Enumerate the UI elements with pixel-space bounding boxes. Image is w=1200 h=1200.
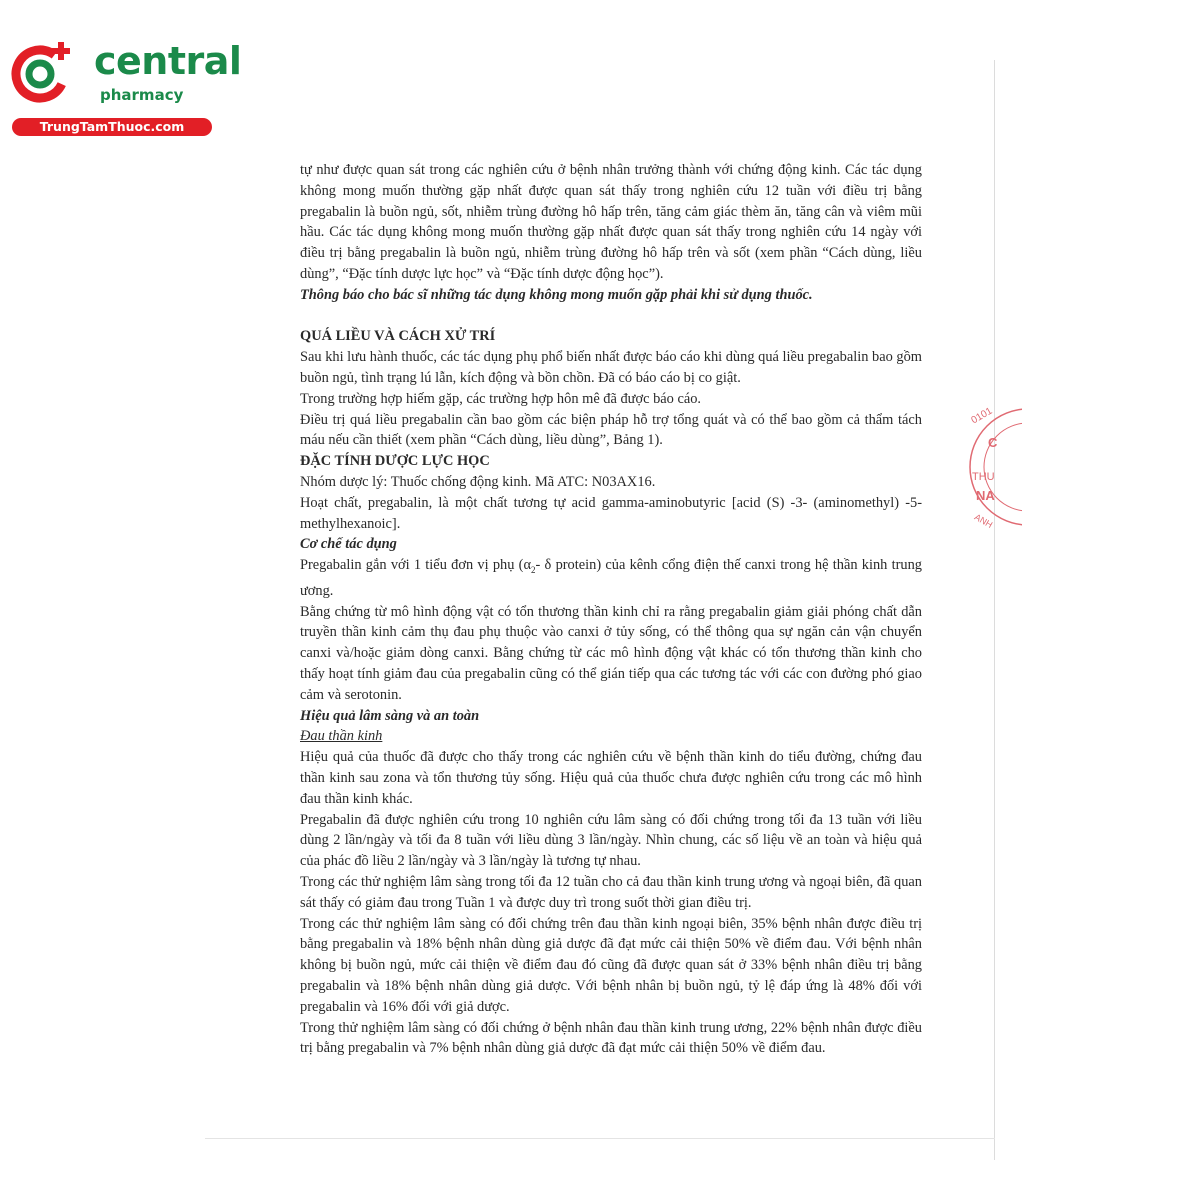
- neuropathic-pain-heading: Đau thần kinh: [300, 728, 383, 745]
- page-edge-divider: [994, 60, 995, 1160]
- pharmacologic-group: Nhóm dược lý: Thuốc chống động kinh. Mã ATC: N03AX16.: [300, 473, 656, 490]
- neuropathic-paragraph-2: Pregabalin đã được nghiên cứu trong 10 nghiên cứu lâm sàng có đối chứng trong tối đa 13 tuần với liều dùng 2 lần/ngày và tối đa 8 tuần với liều dùng 3 lần/ngày. Nhìn chung, các số liệu về an toàn và hiệu quả của phác đồ liều 2 lần/ngày và 3 lần/ngày là tương tự nhau.: [300, 811, 922, 870]
- efficacy-heading: Hiệu quả lâm sàng và an toàn: [300, 707, 480, 724]
- pharmacodynamics-heading: ĐẶC TÍNH DƯỢC LỰC HỌC: [300, 453, 490, 470]
- mechanism-paragraph-2: Bằng chứng từ mô hình động vật có tổn thương thần kinh chỉ ra rằng pregabalin giảm giải phóng chất dẫn truyền thần kinh cảm thụ đau phụ thuộc vào canxi ở tủy sống, có thể thông qua sự ngăn cản vận chuyển canxi và/hoặc giảm dòng canxi. Bằng chứng từ các mô hình động vật khác có tổn thương thần kinh cho thấy hoạt tính giảm đau của pregabalin cũng có thể gián tiếp qua các tương tác với các con đường phó giao cảm và serotonin.: [300, 603, 922, 703]
- overdose-paragraph-1: Sau khi lưu hành thuốc, các tác dụng phụ phổ biến nhất được báo cáo khi dùng quá liều pregabalin bao gồm buồn ngủ, tình trạng lú lẫn, kích động và bồn chồn. Đã có báo cáo bị co giật.: [300, 349, 922, 386]
- overdose-heading: QUÁ LIỀU VÀ CÁCH XỬ TRÍ: [300, 328, 496, 345]
- overdose-paragraph-3: Điều trị quá liều pregabalin cần bao gồm các biện pháp hỗ trợ tổng quát và có thể bao gồm cả thẩm tách máu nếu cần thiết (xem phần “Cách dùng, liều dùng”, Bảng 1).: [300, 411, 922, 449]
- page-bottom-divider: [205, 1138, 995, 1139]
- neuropathic-paragraph-4: Trong các thử nghiệm lâm sàng có đối chứng trên đau thần kinh ngoại biên, 35% bệnh nhân được điều trị bằng pregabalin và 18% bệnh nhân dùng giả dược đã đạt mức cải thiện 50% về điểm đau. Với bệnh nhân không bị buồn ngủ, mức cải thiện về điểm đau đó cũng đã được quan sát ở 33% bệnh nhân điều trị bằng pregabalin và 18% bệnh nhân dùng giả dược. Với bệnh nhân bị buồn ngủ, tỷ lệ đáp ứng là 48% đối với pregabalin và 16% đối với giả dược.: [300, 915, 922, 1015]
- central-pharmacy-logo: [10, 36, 242, 136]
- active-ingredient: Hoạt chất, pregabalin, là một chất tương tự acid gamma-aminobutyric [acid (S) -3- (aminomethyl) -5- methylhexanoic].: [300, 494, 922, 532]
- document-body: [300, 160, 922, 1059]
- side-effects-paragraph: tự như được quan sát trong các nghiên cứu ở bệnh nhân trưởng thành với chứng động kinh. Các tác dụng không mong muốn thường gặp nhất được quan sát thấy trong nghiên cứu 12 tuần với điều trị bằng pregabalin là buồn ngủ, sốt, nhiễm trùng đường hô hấp trên, tăng cảm giác thèm ăn, tăng cân và viêm mũi hầu. Các tác dụng không mong muốn thường gặp nhất được quan sát thấy trong nghiên cứu 14 ngày với điều trị bằng pregabalin là buồn ngủ, nhiễm trùng đường hô hấp trên và sốt (xem phần “Cách dùng, liều dùng”, “Đặc tính dược lực học” và “Đặc tính dược động học”).: [300, 162, 922, 282]
- red-seal-stamp: [962, 392, 1022, 542]
- pharmacy-cross-logo-icon: [10, 36, 80, 106]
- mechanism-heading: Cơ chế tác dụng: [300, 536, 397, 553]
- svg-text:C: C: [988, 435, 998, 450]
- svg-text:0101: 0101: [969, 405, 995, 427]
- svg-text:THU: THU: [972, 471, 995, 483]
- svg-text:NA: NA: [976, 488, 995, 503]
- brand-subtitle: pharmacy: [100, 86, 184, 104]
- overdose-paragraph-2: Trong trường hợp hiếm gặp, các trường hợp hôn mê đã được báo cáo.: [300, 390, 702, 407]
- mechanism-paragraph-1: Pregabalin gắn với 1 tiểu đơn vị phụ ($\alpha_2-$ δ protein) của kênh cổng điện thế canxi trong hệ thần kinh trung ương.: [300, 557, 922, 599]
- brand-name: central: [94, 39, 242, 83]
- brand-website: TrungTamThuoc.com: [12, 118, 212, 136]
- doctor-notice: Thông báo cho bác sĩ những tác dụng không mong muốn gặp phải khi sử dụng thuốc.: [300, 286, 813, 303]
- svg-text:ANH: ANH: [972, 511, 995, 530]
- neuropathic-paragraph-3: Trong các thử nghiệm lâm sàng trong tối đa 12 tuần cho cả đau thần kinh trung ương và ngoại biên, đã quan sát thấy có giảm đau trong Tuần 1 và được duy trì trong suốt thời gian điều trị.: [300, 873, 922, 911]
- neuropathic-paragraph-5: Trong thử nghiệm lâm sàng có đối chứng ở bệnh nhân đau thần kinh trung ương, 22% bệnh nhân được điều trị bằng pregabalin và 7% bệnh nhân dùng giả dược đã đạt mức cải thiện 50% về điểm đau.: [300, 1019, 922, 1057]
- neuropathic-paragraph-1: Hiệu quả của thuốc đã được cho thấy trong các nghiên cứu về bệnh thần kinh do tiểu đường, chứng đau thần kinh sau zona và tổn thương tủy sống. Hiệu quả của thuốc chưa được nghiên cứu trong các mô hình đau thần kinh khác.: [300, 749, 922, 807]
